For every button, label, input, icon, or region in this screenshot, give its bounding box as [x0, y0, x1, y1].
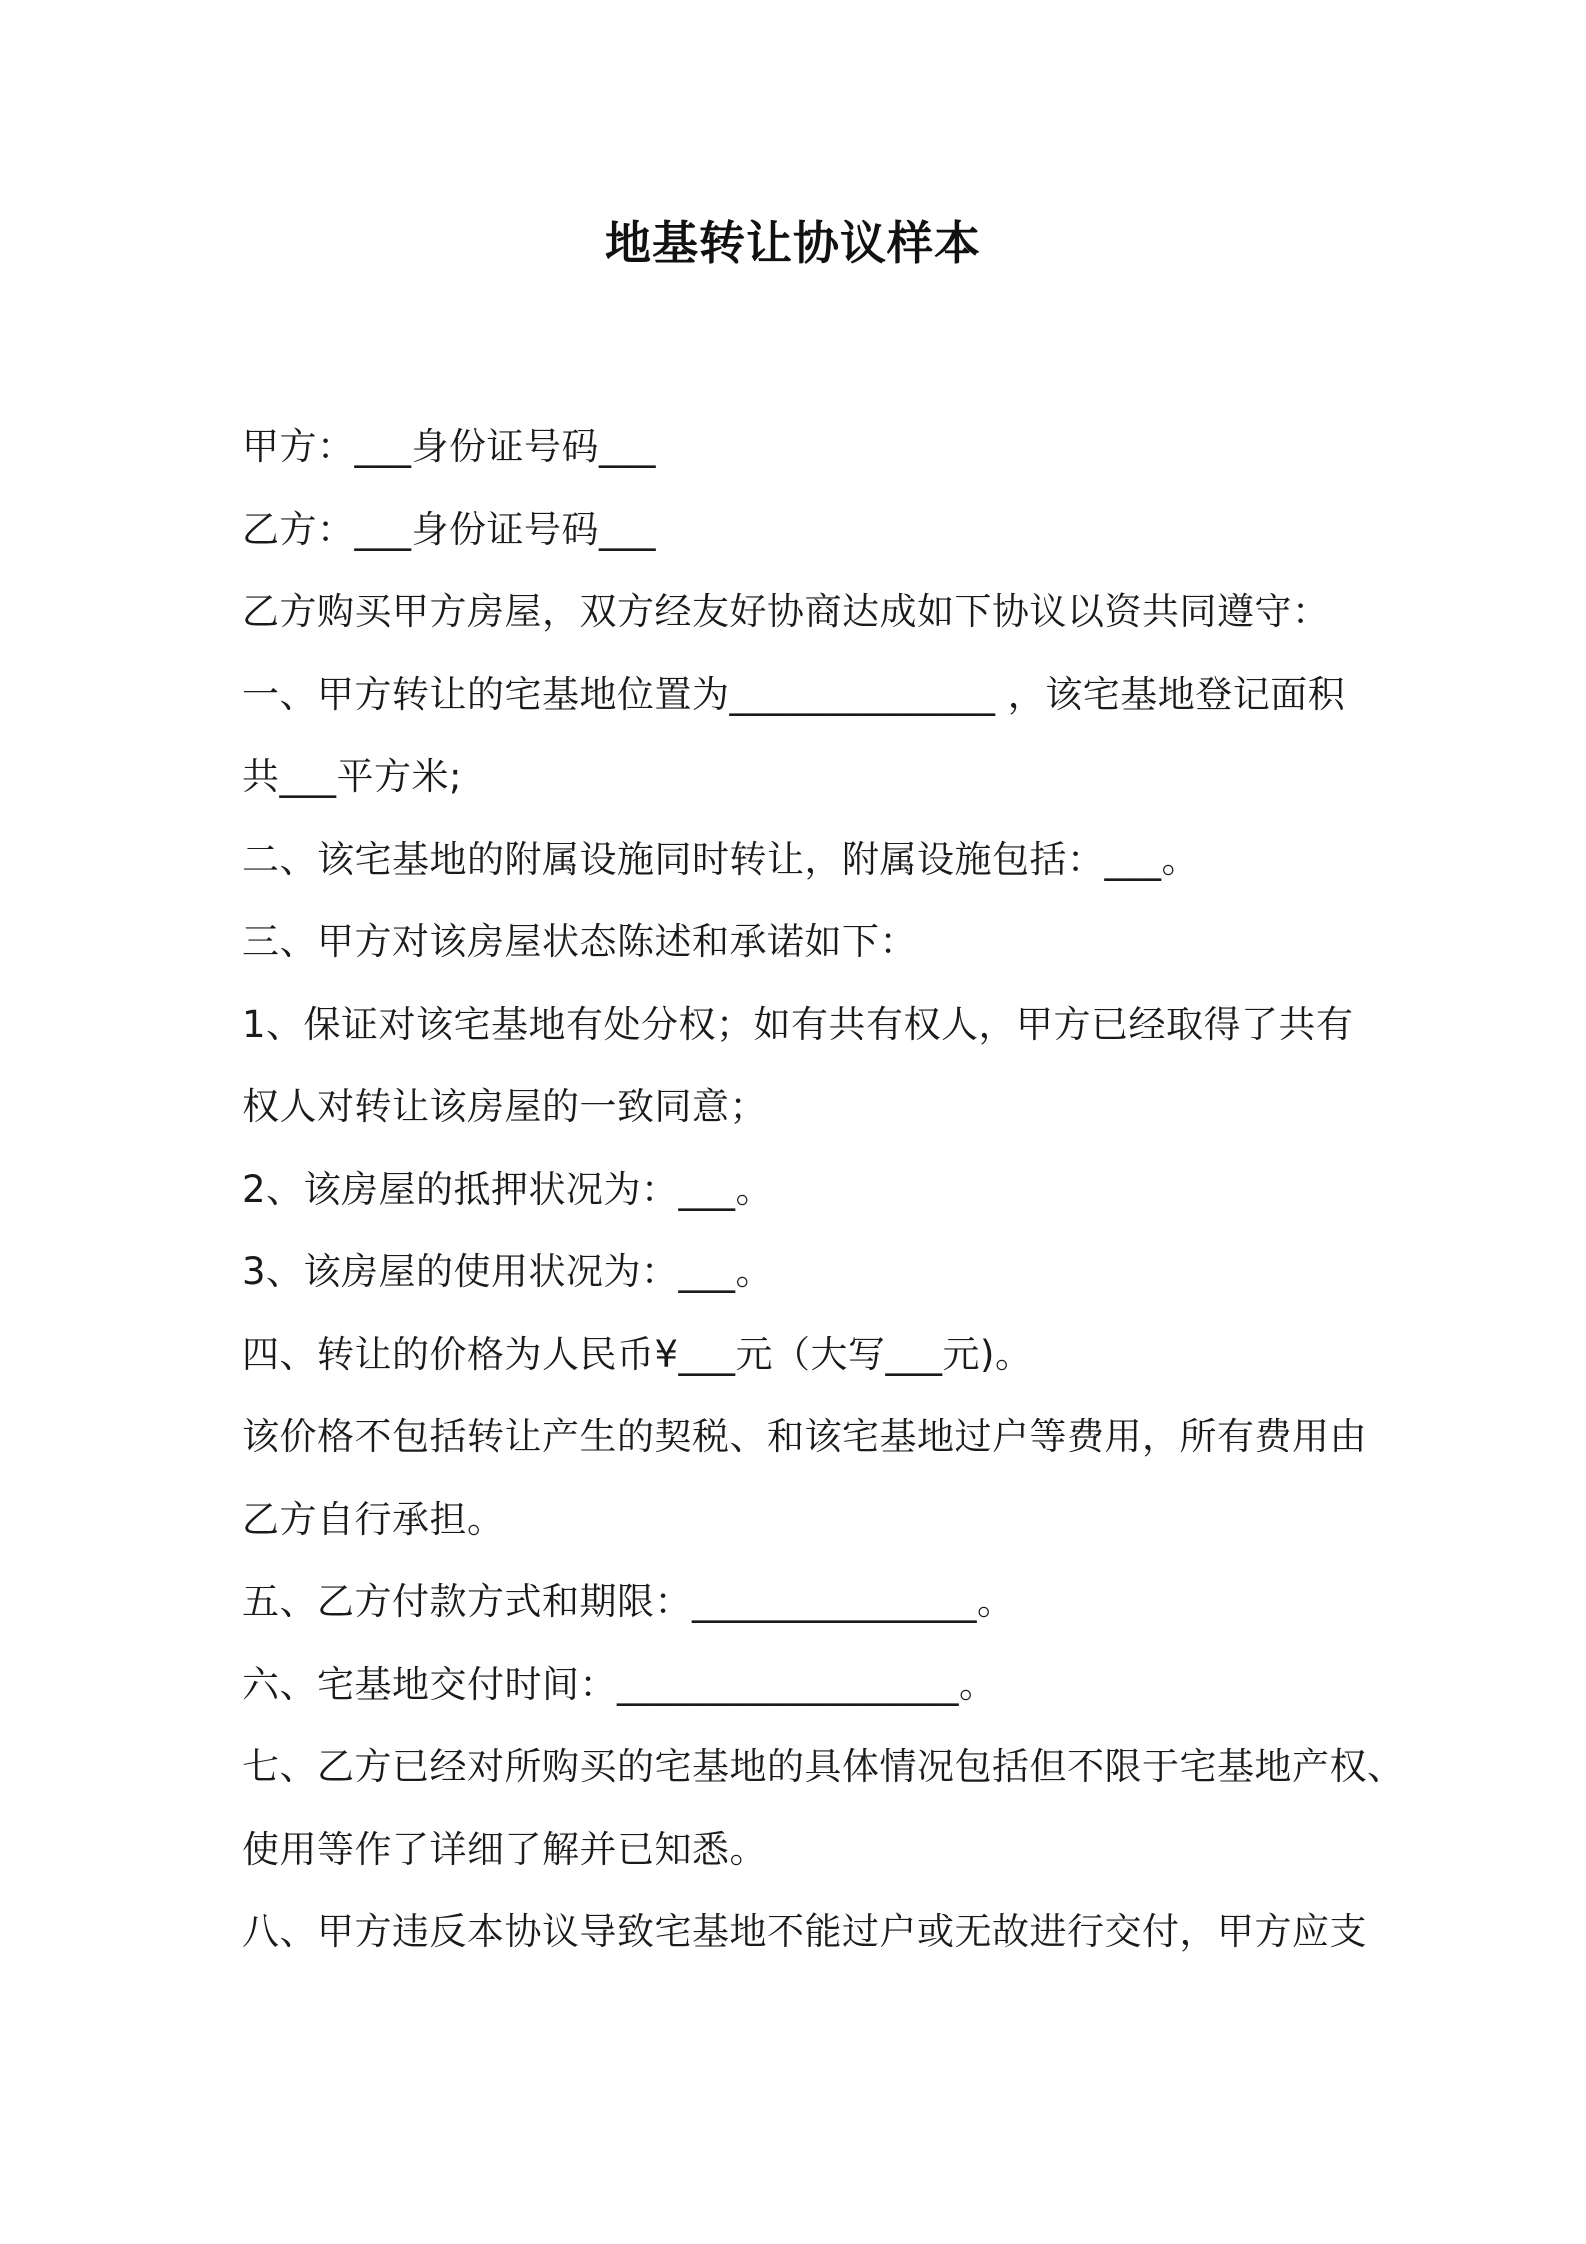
clause-5-line: 五、乙方付款方式和期限：_______________。 [242, 1580, 1015, 1623]
party-a-line: 甲方：___身份证号码___ [242, 425, 656, 468]
clause-3-item-1-line-2: 权人对转让该房屋的一致同意； [242, 1085, 767, 1128]
clause-7-line-2: 使用等作了详细了解并已知悉。 [242, 1827, 767, 1871]
clause-4-note-line-1: 该价格不包括转让产生的契税、和该宅基地过户等费用，所有费用由 [242, 1415, 1367, 1458]
clause-3-heading: 三、甲方对该房屋状态陈述和承诺如下： [242, 920, 917, 963]
clause-2-line: 二、该宅基地的附属设施同时转让，附属设施包括：___。 [242, 837, 1199, 881]
clause-7-line-1: 七、乙方已经对所购买的宅基地的具体情况包括但不限于宅基地产权、 [242, 1745, 1405, 1788]
document-title: 地基转让协议样本 [605, 216, 981, 270]
clause-3-item-1-line-1: 1、保证对该宅基地有处分权；如有共有权人，甲方已经取得了共有 [242, 1002, 1354, 1046]
clause-6-line: 六、宅基地交付时间：__________________。 [242, 1662, 997, 1706]
clause-4-note-line-2: 乙方自行承担。 [242, 1497, 505, 1541]
clause-3-item-3: 3、该房屋的使用状况为：___。 [242, 1250, 774, 1293]
clause-8-line-1: 八、甲方违反本协议导致宅基地不能过户或无故进行交付，甲方应支 [242, 1910, 1367, 1953]
preamble-line: 乙方购买甲方房屋，双方经友好协商达成如下协议以资共同遵守： [242, 590, 1330, 633]
clause-1-line-2: 共___平方米; [242, 755, 462, 798]
clause-4-line: 四、转让的价格为人民币¥___元（大写___元)。 [242, 1332, 1033, 1376]
clause-1-line-1: 一、甲方转让的宅基地位置为______________ ，该宅基地登记面积 [242, 672, 1346, 716]
document-body [242, 406, 1405, 1974]
clause-3-item-2: 2、该房屋的抵押状况为：___。 [242, 1167, 774, 1211]
party-b-line: 乙方：___身份证号码___ [242, 507, 656, 551]
